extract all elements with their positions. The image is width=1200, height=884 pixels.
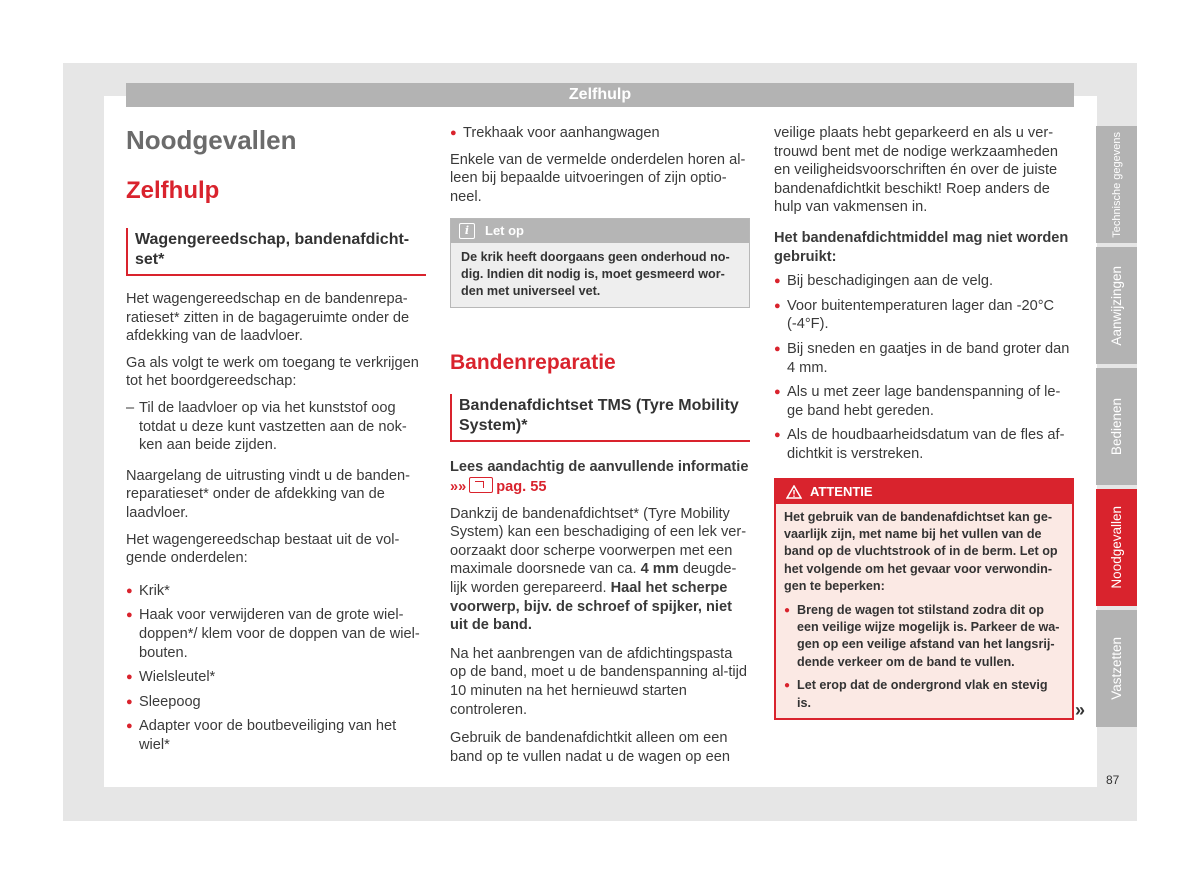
list-item: ● Haak voor verwijderen van de grote wiel-doppen*/ klem voor de doppen van de wiel-bouten. [126,606,426,662]
paragraph: Na het aanbrengen van de afdichtingspasta op de band, moet u de bandenspanning al-tijd 10 minuten na het hernieuwd starten controleren. [450,645,747,718]
paragraph: Naargelang de uitrusting vindt u de banden-reparatieset* onder de afdekking van de laadvloer. [126,467,410,521]
subsection-heading: Wagengereedschap, bandenafdicht-set* [126,228,426,276]
warning-list-item: ● Breng de wagen tot stilstand zodra dit op een veilige wijze mogelijk is. Parkeer de wa-gen op een veilige afstand van het langsrij-dende verkeer om de band te vullen. [784,602,1064,672]
paragraph [450,505,750,635]
list-item: ● Adapter voor de boutbeveiliging van het wiel* [126,717,426,754]
text-run-bold: Haal het scherpe voorwerp, bijv. de schroef of spijker, niet uit de band. [450,579,732,634]
column-3 [774,124,1074,720]
subsection-heading: Bandenafdichtset TMS (Tyre Mobility System)* [450,394,750,442]
list-item: ● Als u met zeer lage bandenspanning of le-ge band hebt gereden. [774,383,1074,420]
warning-body [776,504,1072,718]
tab-label: Bedienen [1109,397,1124,456]
warning-triangle-icon [786,485,802,499]
column-1 [126,124,426,754]
warning-text: Het gebruik van de bandenafdichtset kan ge-vaarlijk zijn, met name bij het vullen van de band op de vluchtstrook of in de berm. Let op het volgende om het gevaar voor verwondin-gen te beperken: [784,509,1058,594]
note-text: De krik heeft doorgaans geen onderhoud no-dig. Indien dit nodig is, moet gesmeerd wor-den met universeel vet. [461,250,730,299]
paragraph: veilige plaats hebt geparkeerd en als u ver-trouwd bent met de nodige werkzaamheden en veiligheidsvoorschriften én over de juiste bandenafdichtkit beschikt! Roep anders de hulp van vakmensen in. [774,125,1058,216]
paragraph: Enkele van de vermelde onderdelen horen al-leen bij bepaalde uitvoeringen of zijn optio-neel. [450,151,746,205]
list-item: ● Trekhaak voor aanhangwagen [450,124,750,143]
tab-label: Technische gegevens [1110,131,1123,238]
list-item: ● Als de houdbaarheidsdatum van de fles af-dichtkit is verstreken. [774,426,1074,463]
instruction-step: – Til de laadvloer op via het kunststof oog totdat u deze kunt vastzetten aan de nok-ken aan beide zijden. [126,399,426,455]
text-run-bold: 4 mm [640,561,679,578]
paragraph-bold: Het bandenafdichtmiddel mag niet worden gebruikt: [774,229,1069,265]
info-icon: i [459,223,475,239]
section-header-bar: Zelfhulp [126,83,1074,107]
list-item: ● Krik* [126,582,426,601]
continued-arrow-icon: » [1075,700,1086,720]
page-reference-link[interactable]: pag. 55 [496,478,547,495]
tab-label: Vastzetten [1109,637,1124,700]
read-info-reference[interactable] [450,477,750,497]
warning-list-item: ● Let erop dat de ondergrond vlak en stevig is. [784,677,1064,712]
page-number: 87 [1106,773,1120,787]
paragraph: Ga als volgt te werk om toegang te verkrijgen tot het boordgereedschap: [126,354,419,390]
note-title: Let op [485,223,524,239]
page-reference-icon [469,477,493,493]
section-title: Bandenreparatie [450,351,616,375]
list-item: ● Sleepoog [126,693,426,712]
tab-bedienen[interactable] [1096,368,1137,485]
note-header [451,219,749,243]
paragraph: Het wagengereedschap bestaat uit de vol-gende onderdelen: [126,531,400,567]
list-item: ● Voor buitentemperaturen lager dan -20°C (-4°F). [774,297,1074,334]
reference-arrows: »» [450,478,467,495]
tab-label: Aanwijzingen [1109,265,1124,346]
tab-aanwijzingen[interactable] [1096,247,1137,364]
section-title: Zelfhulp [126,177,220,204]
list-item: ● Bij beschadigingen aan de velg. [774,272,1074,291]
column-2 [450,124,750,766]
tab-noodgevallen[interactable] [1096,489,1137,606]
tab-technische-gegevens[interactable] [1096,126,1137,243]
warning-box [774,478,1074,720]
read-info-label: Lees aandachtig de aanvullende informatie [450,459,749,476]
warning-header [776,480,1072,504]
warning-title: ATTENTIE [810,483,873,499]
text-run: deugde-lijk worden gerepareerd. [450,561,737,596]
text-run: Dankzij de bandenafdichtset* (Tyre Mobility System) kan een beschadiging of een lek ver-oorzaakt door scherpe voorwerpen met een maximale doorsnede van ca. [450,505,747,578]
paragraph: Het wagengereedschap en de bandenrepa-ratieset* zitten in de bagageruimte onder de afdekking van de laadvloer. [126,291,410,345]
list-item: ● Wielsleutel* [126,668,426,687]
paragraph: Gebruik de bandenafdichtkit alleen om een band op te vullen nadat u de wagen op een [450,730,730,765]
list-item: ● Bij sneden en gaatjes in de band groter dan 4 mm. [774,340,1074,377]
chapter-title: Noodgevallen [126,125,297,155]
tab-vastzetten[interactable] [1096,610,1137,727]
tab-label: Noodgevallen [1109,506,1124,589]
note-box [450,218,750,308]
